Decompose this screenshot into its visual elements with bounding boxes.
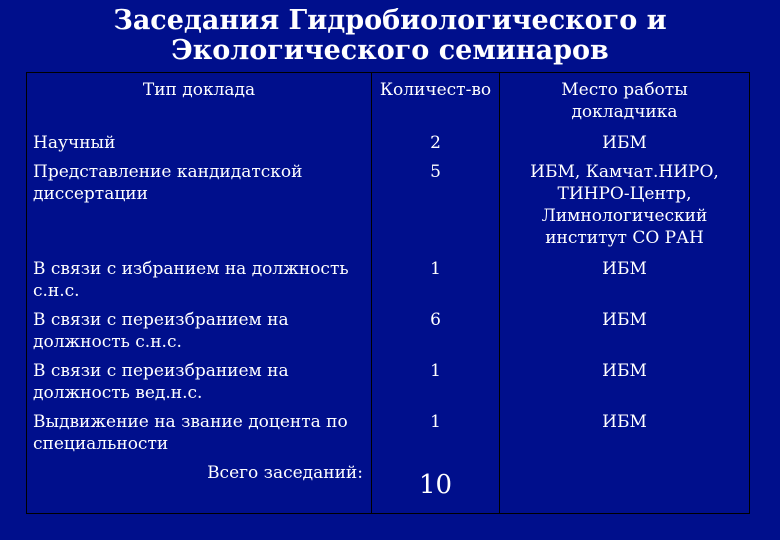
row-count: 1 <box>372 408 500 459</box>
table-row <box>27 158 750 255</box>
row-place: ИБМ <box>500 357 750 408</box>
page-title: Заседания Гидробиологического и Экологического семинаров <box>113 5 667 66</box>
seminar-table <box>26 72 750 514</box>
total-empty <box>500 459 750 514</box>
table-row <box>27 357 750 408</box>
total-row <box>27 459 750 514</box>
header-count: Количест-во <box>372 73 500 130</box>
row-count: 6 <box>372 306 500 357</box>
total-value: 10 <box>372 459 500 514</box>
table-row <box>27 306 750 357</box>
row-place: ИБМ, Камчат.НИРО, ТИНРО-Центр, Лимнологический институт СО РАН <box>500 158 750 255</box>
row-count: 2 <box>372 129 500 158</box>
row-type: В связи с избранием на должность с.н.с. <box>27 255 372 306</box>
header-place: Место работы докладчика <box>500 73 750 130</box>
row-place: ИБМ <box>500 408 750 459</box>
row-place: ИБМ <box>500 255 750 306</box>
row-count: 1 <box>372 255 500 306</box>
table-row <box>27 408 750 459</box>
row-count: 5 <box>372 158 500 255</box>
row-type: В связи с переизбранием на должность вед.н.с. <box>27 357 372 408</box>
total-label: Всего заседаний: <box>27 459 372 514</box>
table-row <box>27 255 750 306</box>
row-type: Научный <box>27 129 372 158</box>
header-type: Тип доклада <box>27 73 372 130</box>
row-type: Выдвижение на звание доцента по специальности <box>27 408 372 459</box>
row-count: 1 <box>372 357 500 408</box>
row-place: ИБМ <box>500 129 750 158</box>
table-header-row <box>27 73 750 130</box>
row-place: ИБМ <box>500 306 750 357</box>
row-type: В связи с переизбранием на должность с.н.с. <box>27 306 372 357</box>
row-type: Представление кандидатской диссертации <box>27 158 372 255</box>
table-row <box>27 129 750 158</box>
